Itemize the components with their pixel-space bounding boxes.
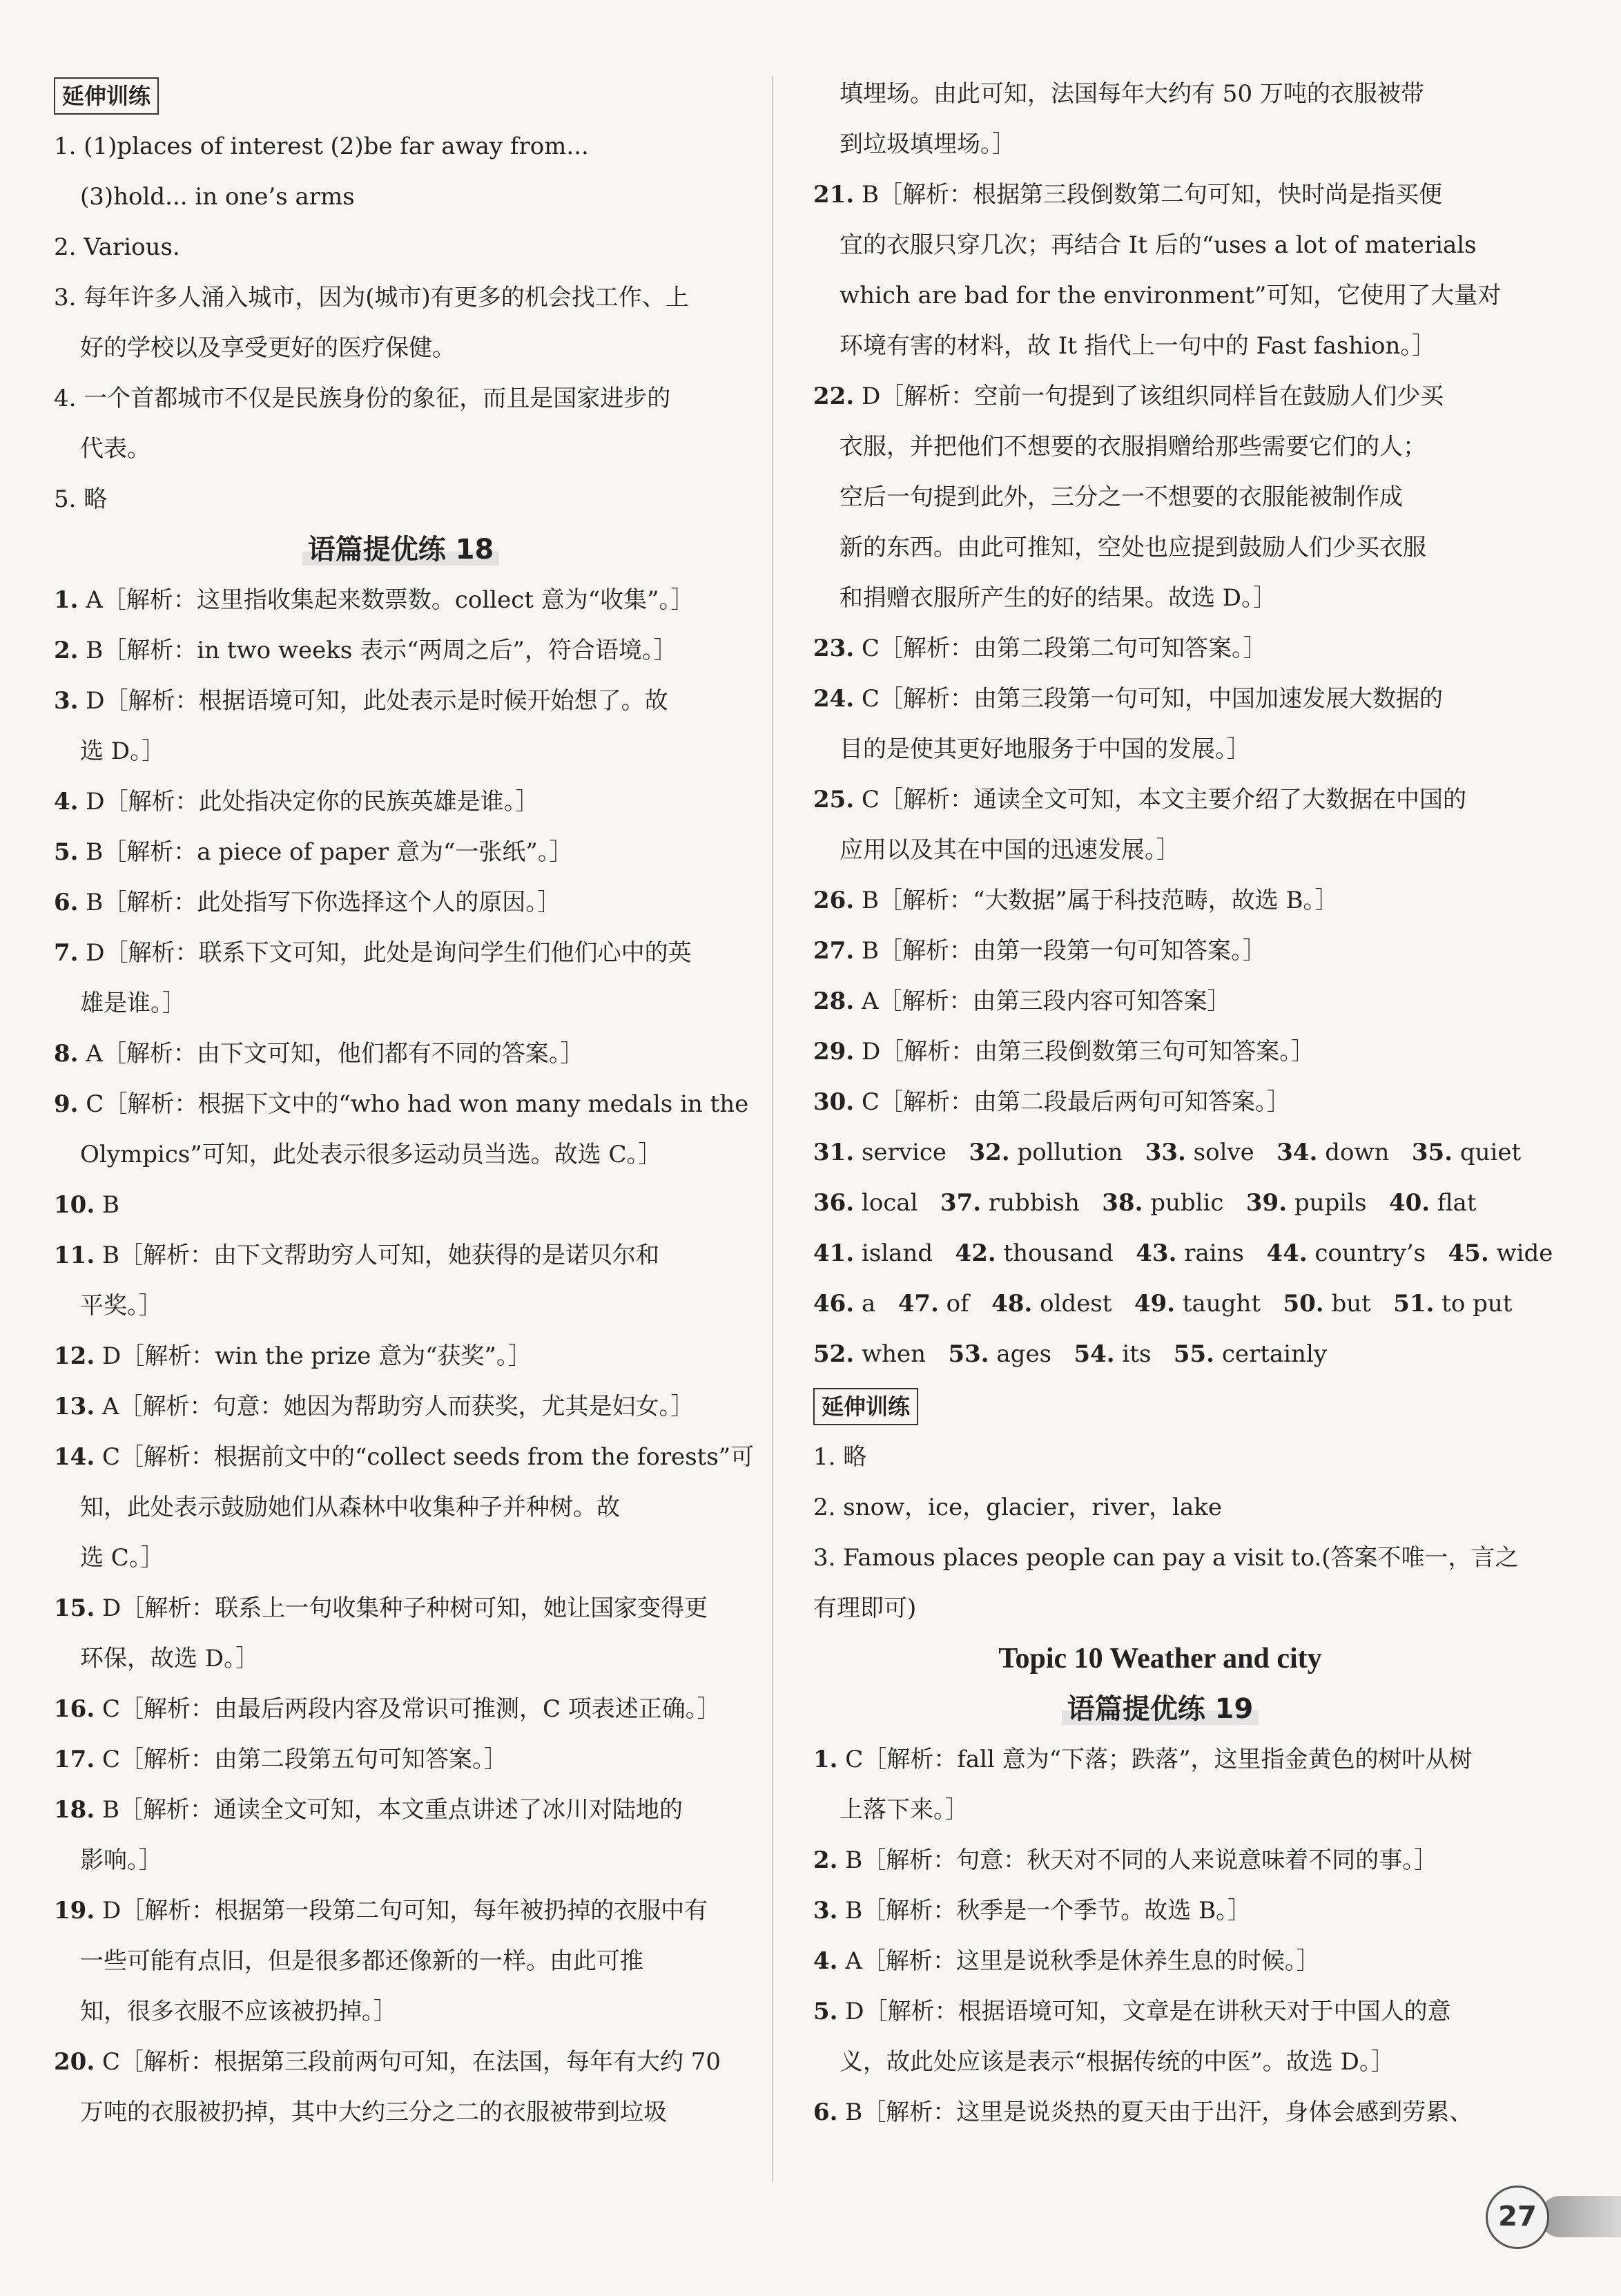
- word-answer-row: [813, 1329, 1507, 1380]
- item-number: 46.: [813, 1290, 855, 1318]
- item-number: 7.: [54, 939, 79, 967]
- item-text: D［解析：根据第一段第二句可知，每年被扔掉的衣服中有: [95, 1897, 708, 1924]
- left-column: [54, 69, 755, 2138]
- item-number: 54.: [1074, 1340, 1115, 1368]
- word-answer: to put: [1442, 1290, 1513, 1318]
- item-text: 新的东西。由此可推知，空处也应提到鼓励人们少买衣服: [839, 534, 1426, 561]
- answer-line: [813, 976, 1507, 1027]
- item-text: C［解析：由第二段最后两句可知答案。］: [854, 1088, 1290, 1116]
- word-answer: when: [861, 1340, 926, 1368]
- item-number: 49.: [1134, 1290, 1176, 1318]
- item-text: D［解析：空前一句提到了该组织同样旨在鼓励人们少买: [854, 383, 1444, 410]
- item-text: A［解析：这里是说秋季是休养生息的时候。］: [837, 1947, 1320, 1975]
- answer-line: [54, 1684, 748, 1735]
- item-text: B［解析：由下文帮助穷人可知，她获得的是诺贝尔和: [95, 1242, 659, 1269]
- item-number: 2.: [54, 637, 79, 664]
- word-answer: wide: [1496, 1239, 1553, 1267]
- item-text: 环境有害的材料，故 It 指代上一句中的 Fast fashion。］: [839, 332, 1436, 360]
- word-answer: but: [1331, 1290, 1371, 1318]
- section-title-19-text: 语篇提优练 19: [1062, 1693, 1259, 1725]
- item-number: 36.: [813, 1189, 855, 1217]
- answer-line: [813, 1027, 1507, 1077]
- item-number: 55.: [1173, 1340, 1215, 1368]
- extension-training-header-wrap: [813, 1380, 1507, 1432]
- answer-line: [54, 726, 748, 777]
- item-text: 雄是谁。］: [80, 990, 186, 1017]
- item-number: 41.: [813, 1239, 855, 1267]
- answer-line: [54, 928, 748, 978]
- page-number: 27: [1486, 2186, 1549, 2249]
- word-answer: its: [1122, 1340, 1152, 1368]
- item-text: 和捐赠衣服所产生的好的结果。故选 D。］: [839, 584, 1277, 612]
- extension-answer-line: [54, 273, 748, 323]
- item-text: C［解析：由第三段第一句可知，中国加速发展大数据的: [854, 685, 1443, 713]
- extension-training-header-wrap: [54, 69, 748, 122]
- word-answer: service: [861, 1139, 947, 1166]
- item-number: 17.: [54, 1746, 95, 1773]
- item-text: D［解析：根据语境可知，此处表示是时候开始想了。故: [78, 687, 668, 715]
- item-number: 6.: [813, 2099, 838, 2126]
- item-number: 37.: [940, 1189, 982, 1217]
- extension-answer-line: [54, 424, 748, 474]
- word-answer: down: [1325, 1139, 1390, 1166]
- item-text: 5. 略: [54, 485, 108, 513]
- item-number: 25.: [813, 786, 855, 813]
- item-number: 5.: [54, 838, 79, 866]
- answer-line: [813, 1936, 1507, 1987]
- item-text: 义，故此处应该是表示“根据传统的中医”。故选 D。］: [839, 2048, 1395, 2076]
- item-text: 知，此处表示鼓励她们从森林中收集种子并种树。故: [80, 1494, 620, 1521]
- item-number: 52.: [813, 1340, 855, 1368]
- item-text: 到垃圾填埋场。］: [839, 131, 1016, 158]
- word-answer: country’s: [1314, 1239, 1426, 1267]
- item-number: 40.: [1388, 1189, 1430, 1217]
- item-number: 29.: [813, 1038, 855, 1065]
- extension-answer-line: [813, 1432, 1507, 1483]
- word-answer: quiet: [1459, 1139, 1522, 1166]
- extension-answer-line: [54, 172, 748, 222]
- answer-line: [813, 2087, 1507, 2138]
- item-number: 16.: [54, 1695, 95, 1723]
- answer-line: [54, 777, 748, 827]
- answer-line: [813, 472, 1507, 523]
- item-number: 3.: [813, 1897, 838, 1924]
- item-text: B［解析：此处指写下你选择这个人的原因。］: [78, 889, 561, 916]
- extension-answer-line: [813, 1483, 1507, 1533]
- answer-line: [813, 220, 1507, 271]
- answer-line: [54, 2087, 748, 2138]
- answer-line: [813, 1785, 1507, 1835]
- item-number: 12.: [54, 1342, 95, 1370]
- item-text: 目的是使其更好地服务于中国的发展。］: [839, 735, 1250, 763]
- answer-line: [54, 1483, 748, 1533]
- answer-line: [54, 626, 748, 676]
- item-number: 34.: [1277, 1139, 1318, 1166]
- item-text: 4. 一个首都城市不仅是民族身份的象征，而且是国家进步的: [54, 385, 671, 412]
- item-text: 选 C。］: [80, 1544, 164, 1572]
- item-text: B［解析：句意：秋天对不同的人来说意味着不同的事。］: [837, 1846, 1438, 1874]
- answer-line: [813, 876, 1507, 926]
- extension-answer-line: [54, 474, 748, 525]
- item-number: 1.: [813, 1746, 838, 1773]
- item-text: which are bad for the environment”可知，它使用了大量对: [839, 282, 1502, 309]
- answer-line: [54, 1785, 748, 1835]
- answer-line: [54, 878, 748, 928]
- item-number: 4.: [813, 1947, 838, 1975]
- item-number: 8.: [54, 1040, 79, 1068]
- item-text: 有理即可): [813, 1594, 917, 1622]
- item-number: 26.: [813, 887, 855, 914]
- extension-answer-line: [54, 222, 748, 273]
- item-text: 1. (1)places of interest (2)be far away from...: [54, 133, 589, 160]
- item-text: 万吨的衣服被扔掉，其中大约三分之二的衣服被带到垃圾: [80, 2099, 667, 2126]
- item-text: B［解析：秋季是一个季节。故选 B。］: [837, 1897, 1252, 1924]
- answer-line: [54, 1281, 748, 1331]
- word-answer-row: [813, 1128, 1522, 1178]
- item-text: C［解析：根据第三段前两句可知，在法国，每年有大约 70: [95, 2048, 721, 2076]
- item-number: 11.: [54, 1242, 95, 1269]
- answer-line: [54, 1583, 748, 1634]
- word-answer: ages: [996, 1340, 1052, 1368]
- item-number: 53.: [948, 1340, 989, 1368]
- item-number: 23.: [813, 635, 855, 662]
- item-number: 47.: [897, 1290, 939, 1318]
- item-number: 33.: [1145, 1139, 1186, 1166]
- item-number: 20.: [54, 2048, 95, 2076]
- extension-answer-line: [54, 122, 748, 172]
- answer-line: [54, 1533, 748, 1583]
- item-text: 影响。］: [80, 1846, 162, 1874]
- section-title-18: [54, 525, 748, 575]
- answer-line: [54, 1987, 748, 2037]
- answer-line: [813, 523, 1507, 573]
- word-answer: island: [861, 1239, 933, 1267]
- answer-line: [813, 724, 1507, 775]
- answer-line: [813, 825, 1507, 876]
- answer-line: [54, 1634, 748, 1684]
- answer-line: [54, 1331, 748, 1382]
- item-text: 应用以及其在中国的迅速发展。］: [839, 836, 1180, 864]
- answer-line: [813, 624, 1507, 674]
- answer-line: [813, 926, 1507, 976]
- word-answer-row: [813, 1178, 1507, 1228]
- item-text: 空后一句提到此外，三分之一不想要的衣服能被制作成: [839, 483, 1403, 511]
- answer-line: [813, 1735, 1507, 1785]
- item-number: 44.: [1266, 1239, 1308, 1267]
- word-answer: a: [861, 1290, 876, 1318]
- item-number: 6.: [54, 889, 79, 916]
- answer-line: [54, 1130, 748, 1180]
- column-divider: [772, 76, 773, 2182]
- item-text: Olympics”可知，此处表示很多运动员当选。故选 C。］: [80, 1141, 662, 1168]
- item-text: 宜的衣服只穿几次；再结合 It 后的“uses a lot of materials: [839, 231, 1477, 259]
- item-text: A［解析：由下文可知，他们都有不同的答案。］: [78, 1040, 584, 1068]
- item-text: C［解析：fall 意为“下落；跌落”，这里指金黄色的树叶从树: [837, 1746, 1473, 1773]
- item-text: 上落下来。］: [839, 1796, 969, 1824]
- item-number: 43.: [1136, 1239, 1177, 1267]
- item-text: 1. 略: [813, 1443, 867, 1471]
- word-answer: rains: [1184, 1239, 1244, 1267]
- item-number: 2.: [813, 1846, 838, 1874]
- item-text: B［解析：通读全文可知，本文重点讲述了冰川对陆地的: [95, 1796, 683, 1824]
- word-answer-row: [813, 1228, 1553, 1279]
- item-text: 3. 每年许多人涌入城市，因为(城市)有更多的机会找工作、上: [54, 284, 689, 311]
- item-number: 24.: [813, 685, 855, 713]
- item-text: 选 D。］: [80, 737, 166, 765]
- item-number: 42.: [955, 1239, 996, 1267]
- word-answer: of: [946, 1290, 969, 1318]
- answer-line: [54, 1886, 748, 1936]
- answer-line: [813, 1987, 1507, 2037]
- extension-answer-line: [54, 374, 748, 424]
- answer-line: [813, 1835, 1507, 1886]
- item-text: C［解析：根据前文中的“collect seeds from the forests”可: [95, 1443, 755, 1471]
- item-text: B: [95, 1191, 119, 1219]
- word-answer-row: [813, 1279, 1513, 1329]
- item-text: D［解析：根据语境可知，文章是在讲秋天对于中国人的意: [837, 1998, 1451, 2025]
- answer-line: [813, 1886, 1507, 1936]
- answer-line: [813, 321, 1507, 372]
- item-number: 35.: [1411, 1139, 1453, 1166]
- item-number: 31.: [813, 1139, 855, 1166]
- item-number: 9.: [54, 1090, 79, 1118]
- item-number: 30.: [813, 1088, 855, 1116]
- item-text: 好的学校以及享受更好的医疗保健。: [80, 334, 456, 362]
- item-text: D［解析：联系上一句收集种子种树可知，她让国家变得更: [95, 1594, 708, 1622]
- item-number: 19.: [54, 1897, 95, 1924]
- extension-answer-line: [54, 323, 748, 374]
- item-text: 一些可能有点旧，但是很多都还像新的一样。由此可推: [80, 1947, 643, 1975]
- answer-line: [54, 1079, 748, 1130]
- answer-line: [813, 422, 1507, 472]
- answer-line: [54, 1029, 748, 1079]
- item-text: C［解析：由第二段第五句可知答案。］: [95, 1746, 507, 1773]
- item-text: D［解析：联系下文可知，此处是询问学生们他们心中的英: [78, 939, 692, 967]
- right-column: [813, 69, 1553, 2138]
- item-number: 18.: [54, 1796, 95, 1824]
- answer-line: [54, 676, 748, 726]
- item-number: 13.: [54, 1393, 95, 1420]
- extension-training-header: 延伸训练: [54, 77, 159, 115]
- item-text: A［解析：句意：她因为帮助穷人而获奖，尤其是妇女。］: [95, 1393, 695, 1420]
- answer-line: [813, 170, 1507, 220]
- item-number: 1.: [54, 586, 79, 614]
- item-text: C［解析：通读全文可知，本文主要介绍了大数据在中国的: [854, 786, 1466, 813]
- answer-line: [813, 674, 1507, 724]
- answer-line: [54, 1835, 748, 1886]
- word-answer: taught: [1182, 1290, 1261, 1318]
- item-text: B［解析：in two weeks 表示“两周之后”，符合语境。］: [78, 637, 677, 664]
- item-number: 27.: [813, 937, 855, 965]
- item-text: 2. snow，ice，glacier，river，lake: [813, 1494, 1222, 1521]
- answer-line: [813, 775, 1507, 825]
- item-number: 3.: [54, 687, 79, 715]
- answer-line: [54, 1382, 748, 1432]
- answer-line: [813, 1077, 1507, 1128]
- item-text: D［解析：此处指决定你的民族英雄是谁。］: [78, 788, 539, 816]
- word-answer: certainly: [1221, 1340, 1328, 1368]
- answer-line: [54, 575, 748, 626]
- answer-line: [54, 1180, 748, 1231]
- answer-line: [54, 1936, 748, 1987]
- item-text: 2. Various.: [54, 233, 180, 261]
- item-number: 39.: [1245, 1189, 1288, 1217]
- word-answer: solve: [1193, 1139, 1254, 1166]
- item-text: 3. Famous places people can pay a visit to.(答案不唯一，言之: [813, 1544, 1519, 1572]
- extension-answer-line: [813, 1533, 1519, 1583]
- word-answer: pollution: [1017, 1139, 1123, 1166]
- item-number: 21.: [813, 181, 855, 209]
- word-answer: public: [1150, 1189, 1224, 1217]
- item-text: (3)hold... in one’s arms: [80, 183, 355, 211]
- item-number: 48.: [991, 1290, 1033, 1318]
- item-text: B［解析：“大数据”属于科技范畴，故选 B。］: [854, 887, 1339, 914]
- item-number: 14.: [54, 1443, 95, 1471]
- item-text: C［解析：根据下文中的“who had won many medals in the: [78, 1090, 749, 1118]
- answer-line: [54, 2037, 748, 2087]
- item-number: 28.: [813, 987, 855, 1015]
- item-number: 22.: [813, 383, 855, 410]
- answer-line: [54, 1735, 748, 1785]
- answer-line: [813, 119, 1507, 170]
- item-text: C［解析：由第二段第二句可知答案。］: [854, 635, 1267, 662]
- topic-title: Topic 10 Weather and city: [998, 1643, 1322, 1675]
- answer-line: [54, 827, 748, 878]
- item-text: B［解析：由第一段第一句可知答案。］: [854, 937, 1266, 965]
- item-number: 10.: [54, 1191, 95, 1219]
- section-title-19: [813, 1684, 1507, 1735]
- item-text: 衣服，并把他们不想要的衣服捐赠给那些需要它们的人；: [839, 433, 1426, 461]
- page-corner-decoration: [1540, 2196, 1621, 2237]
- item-text: 环保，故选 D。］: [80, 1645, 260, 1672]
- item-number: 15.: [54, 1594, 95, 1622]
- item-number: 51.: [1393, 1290, 1435, 1318]
- item-text: B［解析：a piece of paper 意为“一张纸”。］: [78, 838, 573, 866]
- word-answer: pupils: [1294, 1189, 1367, 1217]
- item-text: D［解析：由第三段倒数第三句可知答案。］: [854, 1038, 1315, 1065]
- item-text: 填埋场。由此可知，法国每年大约有 50 万吨的衣服被带: [839, 80, 1424, 108]
- item-number: 5.: [813, 1998, 838, 2025]
- item-text: D［解析：win the prize 意为“获奖”。］: [95, 1342, 532, 1370]
- item-text: 代表。: [80, 435, 151, 463]
- answer-line: [813, 271, 1507, 321]
- word-answer: flat: [1437, 1189, 1477, 1217]
- item-text: A［解析：这里指收集起来数票数。collect 意为“收集”。］: [78, 586, 695, 614]
- item-text: 平奖。］: [80, 1292, 162, 1320]
- word-answer: thousand: [1003, 1239, 1114, 1267]
- item-text: 知，很多衣服不应该被扔掉。］: [80, 1998, 397, 2025]
- item-text: A［解析：由第三段内容可知答案］: [854, 987, 1231, 1015]
- item-text: C［解析：由最后两段内容及常识可推测，C 项表述正确。］: [95, 1695, 721, 1723]
- answer-line: [813, 372, 1507, 422]
- word-answer: rubbish: [988, 1189, 1080, 1217]
- word-answer: oldest: [1040, 1290, 1112, 1318]
- answer-line: [54, 1432, 755, 1483]
- item-text: B［解析：根据第三段倒数第二句可知，快时尚是指买便: [854, 181, 1442, 209]
- answer-line: [54, 1231, 748, 1281]
- answer-line: [813, 2037, 1507, 2087]
- item-number: 4.: [54, 788, 79, 816]
- extension-answer-line: [813, 1583, 1507, 1634]
- answer-line: [813, 69, 1507, 119]
- word-answer: local: [861, 1189, 918, 1217]
- item-text: B［解析：这里是说炎热的夏天由于出汗，身体会感到劳累、: [837, 2099, 1473, 2126]
- answer-line: [813, 573, 1507, 624]
- extension-training-header: 延伸训练: [813, 1388, 918, 1425]
- answer-line: [54, 978, 748, 1029]
- item-number: 50.: [1283, 1290, 1324, 1318]
- item-number: 45.: [1448, 1239, 1489, 1267]
- item-number: 32.: [969, 1139, 1010, 1166]
- section-title-18-text: 语篇提优练 18: [302, 534, 500, 566]
- item-number: 38.: [1102, 1189, 1143, 1217]
